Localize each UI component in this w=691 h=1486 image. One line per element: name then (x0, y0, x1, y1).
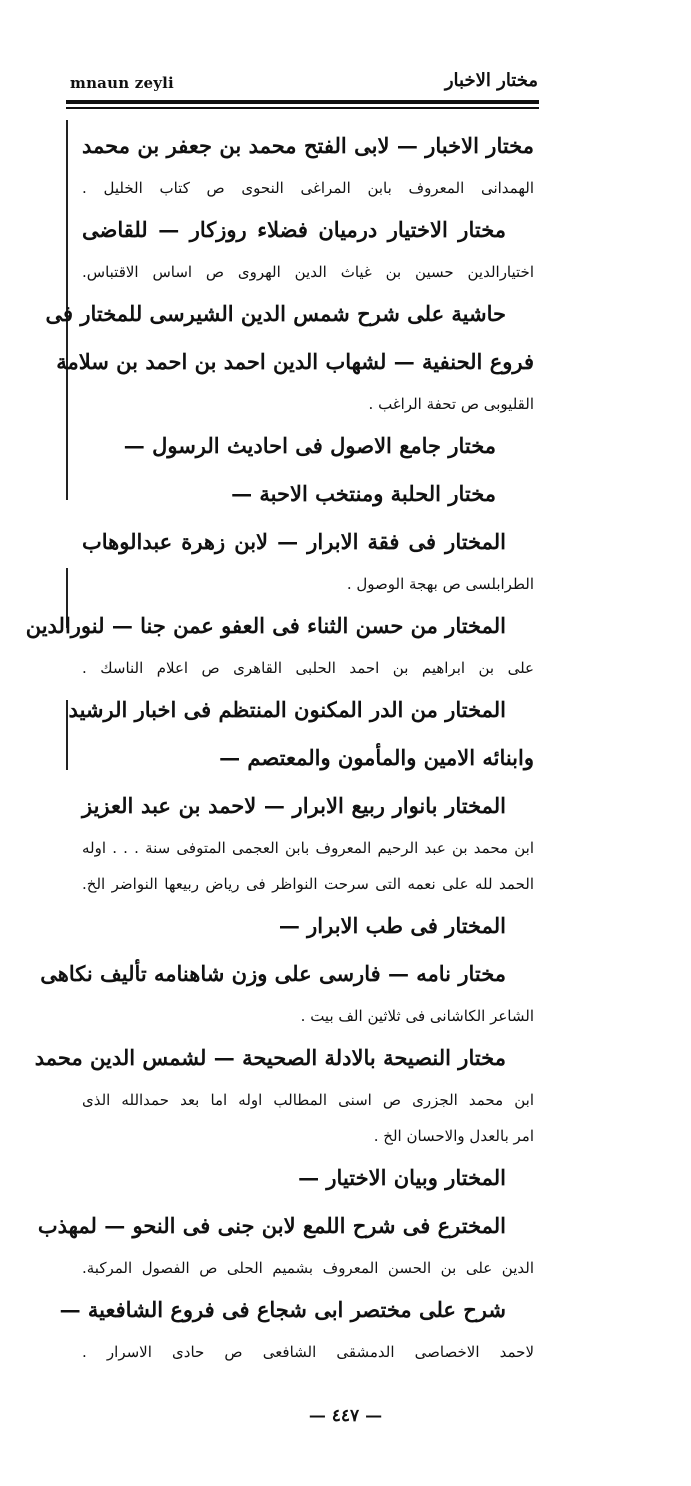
text-line: مختار جامع الاصول فى احاديث الرسول — (123, 433, 496, 458)
text-line: امر بالعدل والاحسان الخ . (373, 1127, 534, 1145)
text-line: مختار الاخبار — لابى الفتح محمد بن جعفر بن محمد (82, 133, 534, 158)
header-rule-thin (66, 107, 539, 109)
text-line: المختار بانوار ربيع الابرار — لاحمد بن عبد العزيز (82, 793, 506, 818)
text-line: ابن محمد بن عبد الرحيم المعروف بابن العجمى المتوفى سنة . . . اوله (82, 839, 534, 857)
text-line: حاشية على شرح شمس الدين الشيرسى للمختار فى (45, 301, 506, 326)
margin-line (66, 700, 68, 770)
text-line: مختار الحلبة ومنتخب الاحبة — (231, 481, 496, 506)
text-line: المختار من الدر المكنون المنتظم فى اخبار الرشيد (68, 697, 506, 722)
text-line: مختار الاختيار درميان فضلاء روزكار — للقاضى (82, 217, 506, 242)
text-line: المختار وبيان الاختيار — (298, 1165, 506, 1190)
text-line: الدين على بن الحسن المعروف بشميم الحلى ص الفصول المركبة. (82, 1259, 534, 1277)
text-line: القليوبى ص تحفة الراغب . (368, 395, 534, 413)
header-rule-thick (66, 100, 539, 104)
text-line: الهمدانى المعروف بابن المراغى النحوى ص كتاب الخليل . (82, 179, 534, 197)
text-line: وابنائه الامين والمأمون والمعتصم — (219, 745, 534, 770)
text-line: اختيارالدين حسين بن غياث الدين الهروى ص اساس الاقتباس. (82, 263, 534, 281)
page-number: — ٤٤٧ — (308, 1406, 383, 1426)
text-line: المخترع فى شرح اللمع لابن جنى فى النحو — لمهذب (37, 1213, 506, 1238)
text-line: الطرابلسى ص بهجة الوصول . (346, 575, 534, 593)
running-header-transliteration: mnaun zeyli (70, 74, 174, 92)
text-line: المختار فى فقة الابرار — لابن زهرة عبدالوهاب (82, 529, 506, 554)
text-line: المختار فى طب الابرار — (278, 913, 506, 938)
text-line: المختار من حسن الثناء فى العفو عمن جنا — لنورالدين (25, 613, 506, 638)
text-line: الحمد لله على نعمه التى سرحت النواظر فى رياض ربيعها النواضر الخ. (82, 875, 534, 893)
text-line: مختار نامه — فارسى على وزن شاهنامه تأليف نكاهى (40, 961, 506, 986)
text-line: مختار النصيحة بالادلة الصحيحة — لشمس الدين محمد (34, 1045, 506, 1070)
text-line: لاحمد الاخصاصى الدمشقى الشافعى ص حادى الاسرار . (82, 1343, 534, 1361)
entry-list (25, 122, 534, 1370)
text-line: الشاعر الكاشانى فى ثلاثين الف بيت . (300, 1007, 534, 1025)
text-line: شرح على مختصر ابى شجاع فى فروع الشافعية — (59, 1297, 506, 1322)
text-line: ابن محمد الجزرى ص اسنى المطالب اوله اما بعد حمدالله الذى (82, 1091, 534, 1109)
running-header-title: مختار الاخبار (444, 70, 538, 91)
text-line: فروع الحنفية — لشهاب الدين احمد بن احمد بن سلامة (56, 349, 534, 374)
text-line: على بن ابراهيم بن احمد الحلبى القاهرى ص اعلام الناسك . (82, 659, 534, 677)
